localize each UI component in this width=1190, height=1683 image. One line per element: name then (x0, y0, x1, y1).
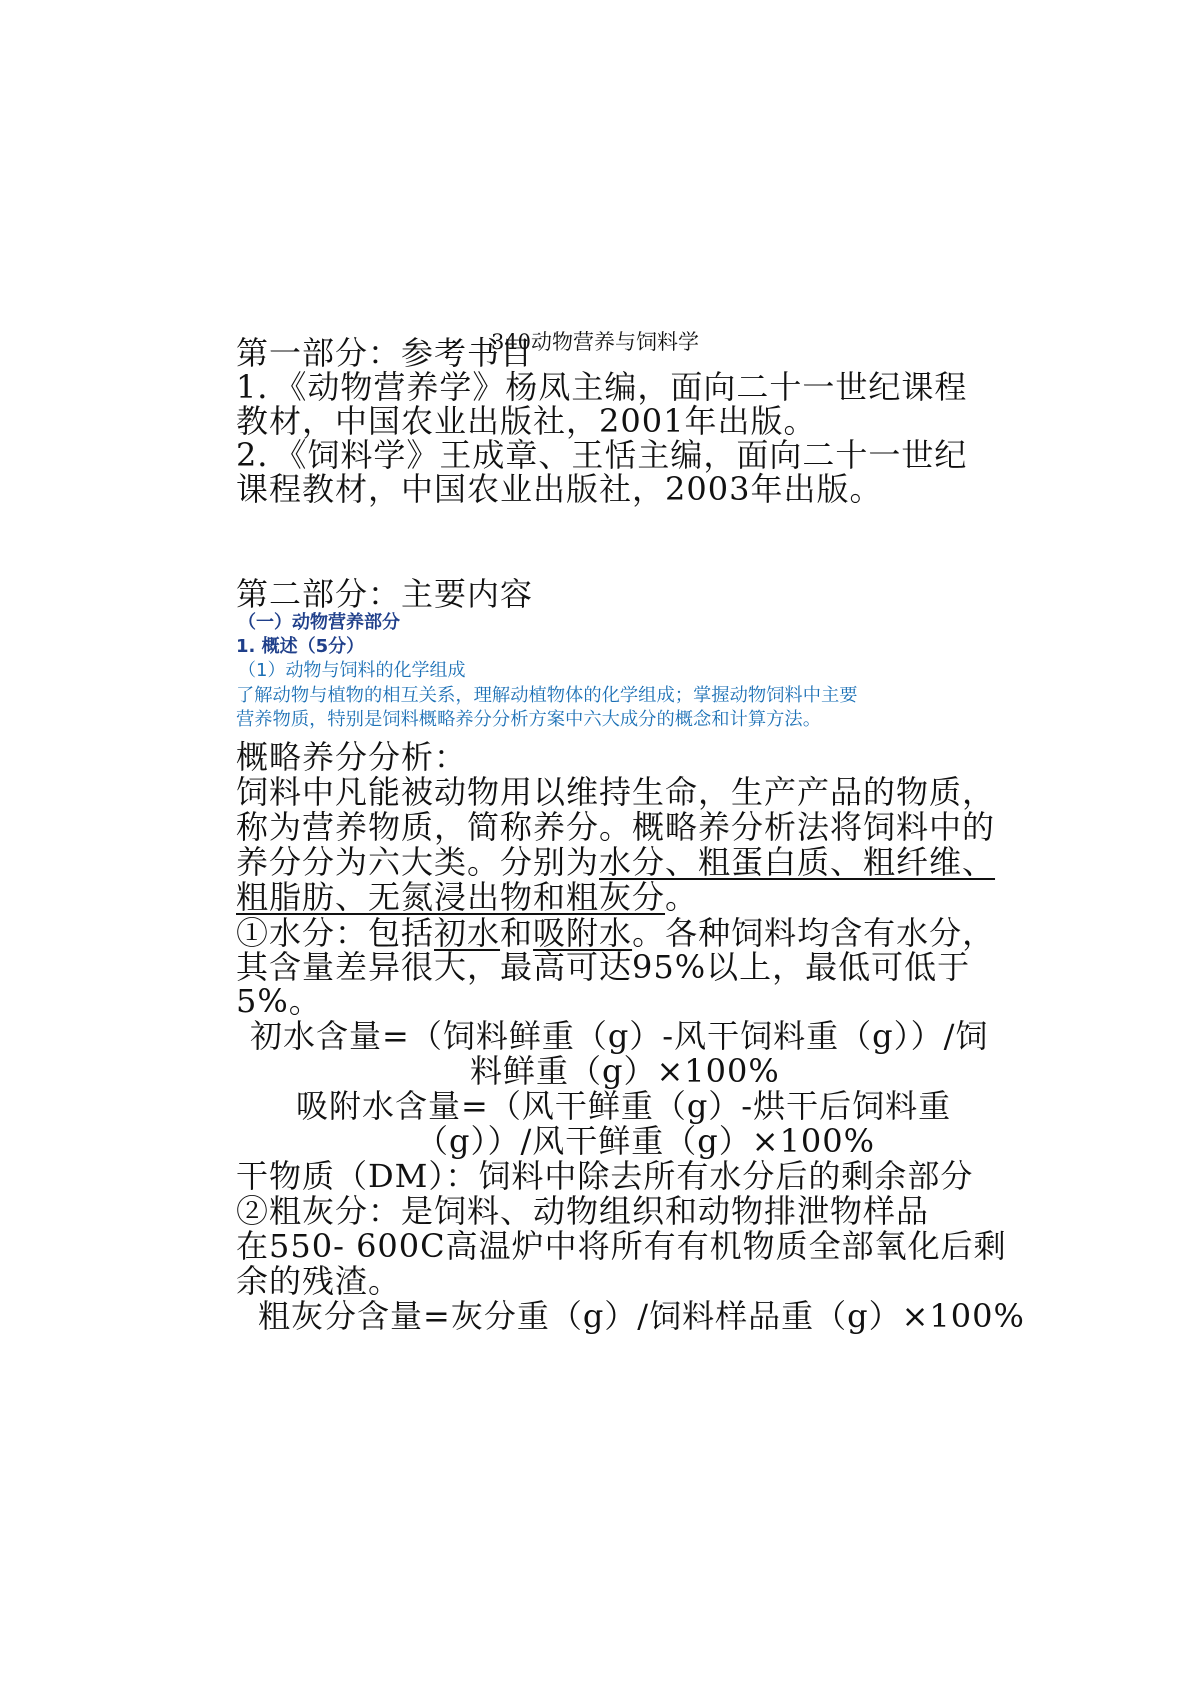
water-line-3: 5%。 (236, 982, 322, 1020)
formula-adsorbed-water-line-1: 吸附水含量=（风干鲜重（g）-烘干后饲料重 (296, 1087, 952, 1125)
formula-initial-water-line-1: 初水含量=（饲料鲜重（g）-风干饲料重（g））/饲 (250, 1017, 989, 1055)
ash-line-1: ②粗灰分：是饲料、动物组织和动物排泄物样品 (236, 1192, 930, 1230)
six-components-underlined-2: 粗脂肪、无氮浸出物和粗灰分 (236, 878, 666, 916)
six-components-underlined-1: 水分、粗蛋白质、粗纤维、 (599, 843, 996, 881)
ash-line-3: 余的残渣。 (236, 1262, 402, 1300)
water-line-1 (236, 914, 996, 952)
requirement-line-2: 营养物质，特别是饲料概略养分分析方案中六大成分的概念和计算方法。 (236, 709, 821, 730)
analysis-heading: 概略养分分析： (236, 738, 468, 776)
reference-2-line-2: 课程教材，中国农业出版社，2003年出版。 (236, 470, 883, 508)
water-line-1-end: 。各种饲料均含有水分， (632, 914, 996, 952)
part1-heading: 第一部分：参考书目 (236, 334, 534, 372)
paragraph-1-line-4-end: 。 (665, 878, 699, 916)
section-heading: （一）动物营养部分 (238, 612, 400, 633)
ash-line-2: 在550- 600C高温炉中将所有有机物质全部氧化后剩 (236, 1227, 1007, 1265)
formula-initial-water-line-2: 料鲜重（g）×100% (470, 1052, 780, 1090)
water-label: ①水分：包括 (236, 914, 435, 952)
formula-adsorbed-water-line-2: （g））/风干鲜重（g）×100% (416, 1122, 876, 1160)
item-heading: （1）动物与饲料的化学组成 (238, 660, 466, 681)
adsorbed-water-term: 吸附水 (533, 914, 633, 952)
initial-water-term: 初水 (434, 914, 501, 952)
document-title: 340动物营养与饲料学 (490, 330, 700, 354)
reference-1-line-2: 教材，中国农业出版社，2001年出版。 (236, 402, 817, 440)
requirement-line-1: 了解动物与植物的相互关系，理解动植物体的化学组成；掌握动物饲料中主要 (236, 685, 858, 706)
formula-ash: 粗灰分含量=灰分重（g）/饲料样品重（g）×100% (258, 1297, 1025, 1335)
paragraph-1-line-2: 称为营养物质，简称养分。概略养分析法将饲料中的 (236, 808, 996, 846)
paragraph-1-line-3 (236, 843, 996, 881)
water-conjunction: 和 (500, 914, 534, 952)
paragraph-1-line-4 (236, 878, 699, 916)
paragraph-1-line-1: 饲料中凡能被动物用以维持生命，生产产品的物质， (236, 773, 996, 811)
subsection-heading: 1. 概述（5分） (236, 636, 365, 657)
part2-heading: 第二部分：主要内容 (236, 575, 534, 613)
paragraph-1-line-3-text: 养分分为六大类。分别为 (236, 843, 600, 881)
reference-1-line-1: 1．《动物营养学》杨凤主编，面向二十一世纪课程 (236, 368, 968, 406)
reference-2-line-1: 2．《饲料学》王成章、王恬主编，面向二十一世纪 (236, 436, 968, 474)
dry-matter-line: 干物质（DM）：饲料中除去所有水分后的剩余部分 (236, 1157, 974, 1195)
water-line-2: 其含量差异很大，最高可达95%以上，最低可低于 (236, 948, 971, 986)
